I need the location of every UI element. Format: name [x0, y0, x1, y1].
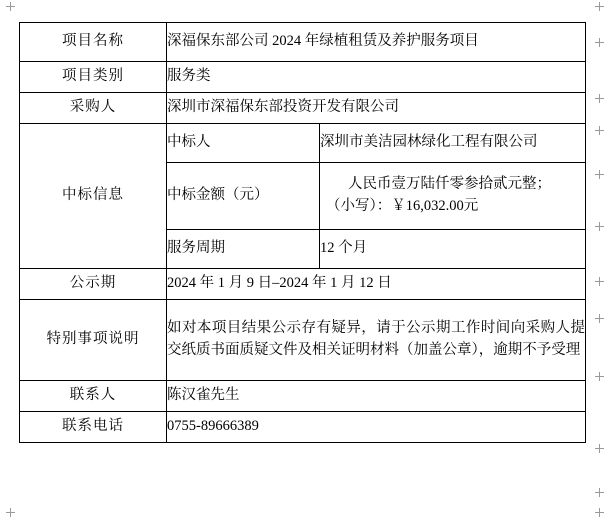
crop-mark-right-5 [595, 222, 604, 231]
row-value-purchaser: 深圳市深福保东部投资开发有限公司 [167, 93, 586, 124]
crop-mark-right-3 [595, 126, 604, 135]
crop-mark-right-6 [595, 277, 604, 286]
table-row [20, 93, 586, 124]
crop-mark-bottom-right [595, 508, 604, 517]
row-value-contact-person: 陈汉雀先生 [167, 381, 586, 412]
table-row [20, 23, 586, 62]
crop-mark-right-9 [595, 444, 604, 453]
row-label-project-category: 项目类别 [20, 62, 167, 93]
row-value-special-notes: 如对本项目结果公示存有疑异，请于公示期工作时间向采购人提交纸质书面质疑文件及相关证明材料（加盖公章），逾期不予受理 [167, 300, 586, 381]
bid-amount-in-words: 人民币壹万陆仟零参拾贰元整； [348, 176, 551, 193]
crop-mark-right-2 [595, 94, 604, 103]
table-row [20, 381, 586, 412]
table-row [20, 269, 586, 300]
row-label-contact-person: 联系人 [20, 381, 167, 412]
crop-mark-right-1 [595, 38, 604, 47]
crop-mark-top-right [595, 2, 604, 11]
sub-label-bid-winner: 中标人 [167, 124, 320, 163]
row-value-project-name: 深福保东部公司 2024 年绿植租赁及养护服务项目 [167, 23, 586, 62]
sub-value-service-period: 12 个月 [320, 230, 586, 269]
bid-amount-in-figures: （小写）：￥16,032.00元 [326, 198, 479, 214]
sub-value-bid-winner: 深圳市美洁园林绿化工程有限公司 [320, 124, 586, 163]
crop-mark-right-4 [595, 170, 604, 179]
crop-mark-right-7 [595, 314, 604, 323]
row-value-contact-phone: 0755-89666389 [167, 412, 586, 443]
crop-mark-bottom-left [6, 508, 15, 517]
sub-value-bid-amount [320, 163, 586, 230]
sub-label-service-period: 服务周期 [167, 230, 320, 269]
row-label-purchaser: 采购人 [20, 93, 167, 124]
table-row [20, 412, 586, 443]
row-label-publicity-period: 公示期 [20, 269, 167, 300]
sub-label-bid-amount: 中标金额（元） [167, 163, 320, 230]
table-row [20, 300, 586, 381]
crop-mark-right-10 [595, 488, 604, 497]
crop-mark-right-8 [595, 372, 604, 381]
row-label-bid-info: 中标信息 [20, 124, 167, 269]
table-row [20, 62, 586, 93]
row-value-project-category: 服务类 [167, 62, 586, 93]
bid-result-table [19, 22, 586, 443]
row-label-project-name: 项目名称 [20, 23, 167, 62]
row-label-special-notes: 特别事项说明 [20, 300, 167, 381]
table-row [20, 124, 586, 163]
row-value-publicity-period: 2024 年 1 月 9 日–2024 年 1 月 12 日 [167, 269, 586, 300]
row-label-contact-phone: 联系电话 [20, 412, 167, 443]
crop-mark-top-left [6, 2, 15, 11]
